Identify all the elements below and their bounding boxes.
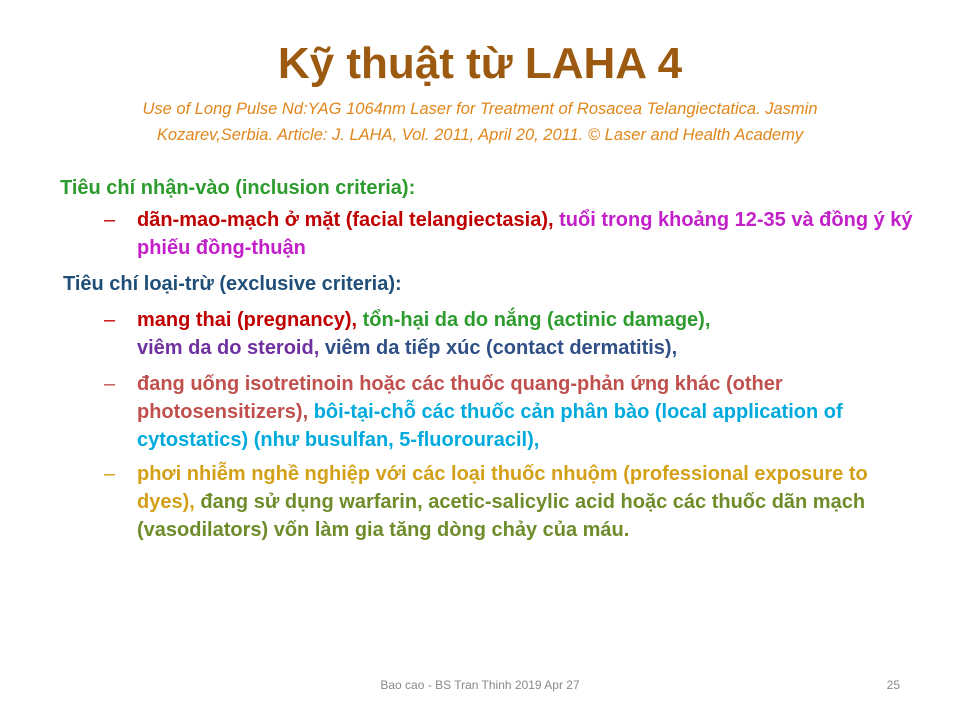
exclusion-anticoagulants: đang sử dụng warfarin, acetic-salicylic acid hoặc các thuốc dãn mạch (vasodilators) vốn làm gia tăng dòng chảy của máu. [137,491,866,541]
exclusion-heading: Tiêu chí loại-trừ (exclusive criteria): [63,273,402,295]
exclusion-dyes: phơi nhiễm nghề nghiệp với các loại thuốc nhuộm (professional exposure to dyes), [137,463,868,513]
bullet-dash: – [104,373,116,395]
exclusion-cytostatics: bôi-tại-chỗ các thuốc cản phân bào (local application of cytostatics) (như busulfan, 5-fluorouracil), [137,401,843,451]
exclusion-pregnancy: mang thai (pregnancy), [137,309,363,331]
citation-subtitle [80,96,880,148]
bullet-dash: – [104,209,116,231]
bullet-text [137,370,927,454]
footer-text: Bao cao - BS Tran Thinh 2019 Apr 27 [380,678,580,692]
bullet-dash: – [104,463,116,485]
exclusion-isotretinoin: đang uống isotretinoin hoặc các thuốc quang-phản ứng khác (other photosensitizers), [137,373,783,423]
bullet-text [137,206,927,262]
exclusion-steroid-dermatitis: viêm da do steroid, [137,337,325,359]
inclusion-telangiectasia: dãn-mao-mạch ở mặt (facial telangiectasia), [137,209,560,231]
citation-line-2: Kozarev,Serbia. Article: J. LAHA, Vol. 2011, April 20, 2011. © Laser and Health Academy [156,126,804,144]
inclusion-heading: Tiêu chí nhận-vào (inclusion criteria): [60,177,416,199]
slide-title: Kỹ thuật từ LAHA 4 [277,39,683,88]
bullet-dash: – [104,309,116,331]
bullet-text [137,306,927,362]
page-number: 25 [886,678,900,692]
citation-line-1: Use of Long Pulse Nd:YAG 1064nm Laser for Treatment of Rosacea Telangiectatica. Jasmin [142,100,818,118]
exclusion-contact-dermatitis: viêm da tiếp xúc (contact dermatitis), [324,337,678,359]
exclusion-actinic-damage: tổn-hại da do nắng (actinic damage), [362,309,711,331]
inclusion-age-consent: tuổi trong khoảng 12-35 và đồng ý ký phiếu đồng-thuận [137,209,913,259]
bullet-text [137,460,927,544]
